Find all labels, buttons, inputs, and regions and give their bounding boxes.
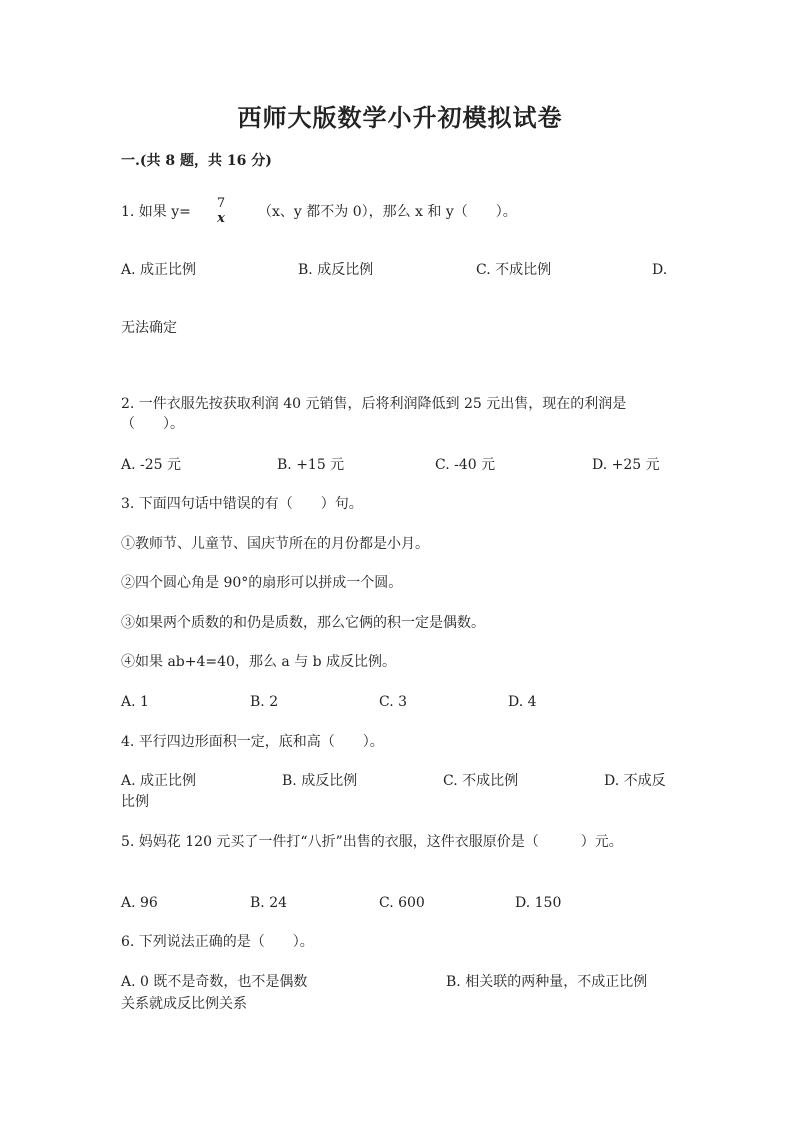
page-title: 西师大版数学小升初模拟试卷 — [237, 103, 563, 132]
q6-option-b-continued: 关系就成反比例关系 — [121, 996, 247, 1012]
q6-text: 6. 下列说法正确的是（ ）。 — [121, 934, 314, 950]
q2-option-b: B. +15 元 — [277, 457, 345, 473]
q2-text: 2. 一件衣服先按获取利润 40 元销售，后将利润降低到 25 元出售，现在的利润是（ ）。 — [121, 396, 627, 432]
q4-option-d-continued: 比例 — [121, 794, 149, 810]
q4-option-a: A. 成正比例 — [121, 773, 197, 789]
q3-option-a: A. 1 — [121, 694, 149, 710]
q1-fraction-numerator: 7 — [216, 196, 226, 211]
q3-statement-4: ④如果 ab+4=40，那么 a 与 b 成反比例。 — [121, 654, 397, 670]
q3-option-b: B. 2 — [250, 694, 279, 710]
q1-option-d-continued: 无法确定 — [121, 320, 177, 336]
q5-option-a: A. 96 — [121, 895, 158, 911]
q3-text: 3. 下面四句话中错误的有（ ）句。 — [121, 496, 363, 512]
q4-option-b: B. 成反比例 — [282, 773, 358, 789]
q1-option-c: C. 不成比例 — [476, 262, 552, 278]
q3-statement-2: ②四个圆心角是 90°的扇形可以拼成一个圆。 — [121, 575, 403, 591]
q3-option-d: D. 4 — [508, 694, 537, 710]
q5-option-d: D. 150 — [515, 895, 562, 911]
q2-option-d: D. +25 元 — [592, 457, 660, 473]
q5-option-c: C. 600 — [379, 895, 425, 911]
q1-suffix: （x、y 都不为 0），那么 x 和 y（ ）。 — [258, 204, 517, 220]
q1-fraction-denominator: x — [217, 211, 225, 226]
q5-text: 5. 妈妈花 120 元买了一件打“八折”出售的衣服，这件衣服原价是（ ）元。 — [121, 834, 623, 850]
q1-option-b: B. 成反比例 — [298, 262, 374, 278]
q1-option-a: A. 成正比例 — [121, 262, 197, 278]
q4-option-c: C. 不成比例 — [443, 773, 519, 789]
q1-option-d: D. — [652, 262, 668, 278]
q6-option-b: B. 相关联的两种量，不成正比例 — [446, 974, 648, 990]
q3-statement-1: ①教师节、儿童节、国庆节所在的月份都是小月。 — [121, 536, 429, 552]
q3-statement-3: ③如果两个质数的和仍是质数，那么它俩的积一定是偶数。 — [121, 615, 485, 631]
q4-option-d: D. 不成反 — [604, 773, 666, 789]
section-heading: 一.(共 8 题，共 16 分) — [121, 153, 272, 169]
q5-option-b: B. 24 — [250, 895, 288, 911]
q6-option-a: A. 0 既不是奇数，也不是偶数 — [121, 974, 308, 990]
q1-prefix: 1. 如果 y= — [121, 204, 191, 220]
q1-fraction — [212, 196, 230, 226]
q3-option-c: C. 3 — [379, 694, 408, 710]
q4-text: 4. 平行四边形面积一定，底和高（ ）。 — [121, 734, 384, 750]
q2-option-c: C. -40 元 — [435, 457, 496, 473]
q2-option-a: A. -25 元 — [121, 457, 182, 473]
